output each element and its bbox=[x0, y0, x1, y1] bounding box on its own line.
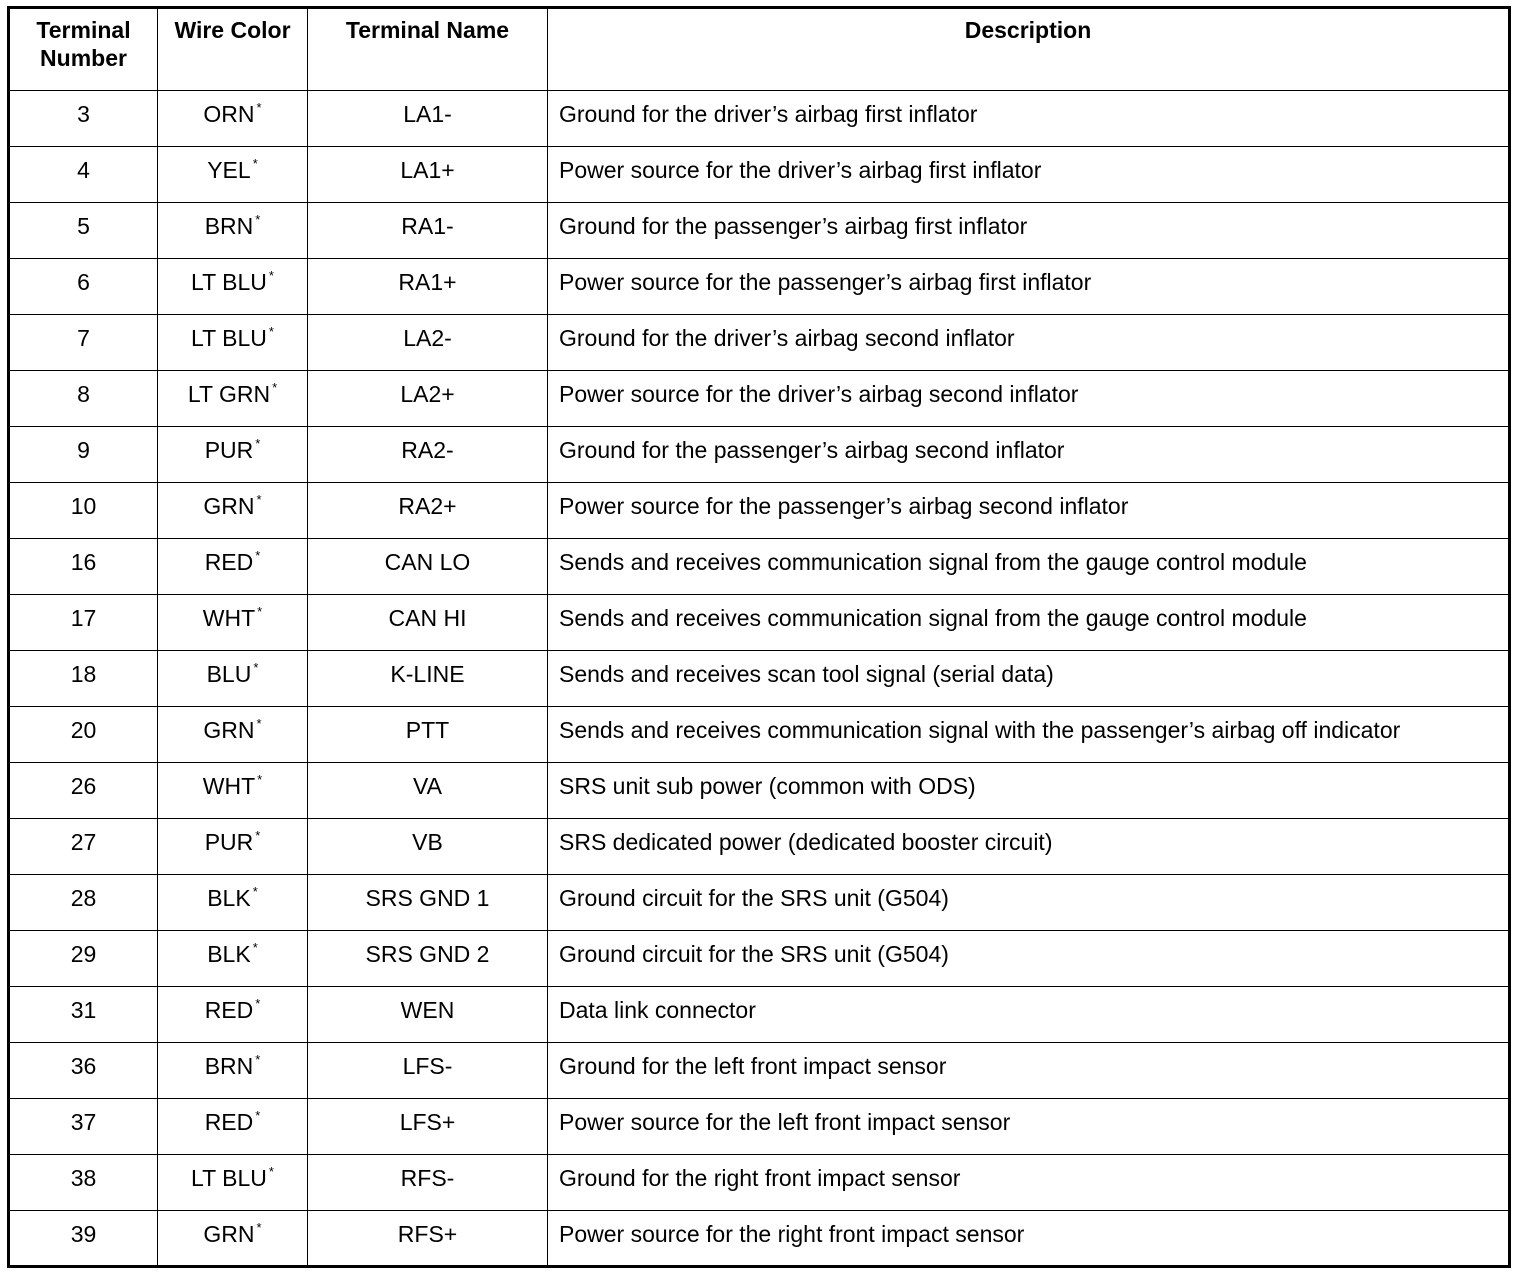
terminal-number-cell: 38 bbox=[9, 1155, 158, 1211]
wire-color-cell bbox=[158, 539, 308, 595]
wire-color-value: BLK bbox=[207, 941, 251, 967]
table-body bbox=[9, 91, 1510, 1267]
description-cell: Ground circuit for the SRS unit (G504) bbox=[548, 875, 1510, 931]
footnote-marker: * bbox=[256, 492, 262, 507]
table-row bbox=[9, 651, 1510, 707]
footnote-marker: * bbox=[252, 884, 258, 899]
description-cell: Power source for the driver’s airbag second inflator bbox=[548, 371, 1510, 427]
wire-color-cell bbox=[158, 371, 308, 427]
description-cell: Ground circuit for the SRS unit (G504) bbox=[548, 931, 1510, 987]
wire-color-value: ORN bbox=[203, 101, 255, 127]
terminal-name-cell: RA1+ bbox=[308, 259, 548, 315]
terminal-name-cell: K-LINE bbox=[308, 651, 548, 707]
terminal-name-cell: SRS GND 1 bbox=[308, 875, 548, 931]
wire-color-value: BLK bbox=[207, 885, 251, 911]
description-cell: Ground for the left front impact sensor bbox=[548, 1043, 1510, 1099]
description-cell: Ground for the driver’s airbag second inflator bbox=[548, 315, 1510, 371]
table-row bbox=[9, 707, 1510, 763]
wire-color-value: WHT bbox=[202, 773, 256, 799]
footnote-marker: * bbox=[256, 716, 262, 731]
footnote-marker: * bbox=[255, 828, 261, 843]
table-row bbox=[9, 315, 1510, 371]
wire-color-cell bbox=[158, 91, 308, 147]
terminal-name-cell: RA2- bbox=[308, 427, 548, 483]
table-row bbox=[9, 539, 1510, 595]
terminal-name-cell: WEN bbox=[308, 987, 548, 1043]
table-header bbox=[9, 8, 1510, 91]
terminal-number-cell: 3 bbox=[9, 91, 158, 147]
description-cell: Ground for the driver’s airbag first inflator bbox=[548, 91, 1510, 147]
wire-color-value: PUR bbox=[204, 829, 254, 855]
terminal-name-cell: RA1- bbox=[308, 203, 548, 259]
terminal-name-cell: CAN LO bbox=[308, 539, 548, 595]
footnote-marker: * bbox=[252, 156, 258, 171]
wire-color-value: RED bbox=[204, 549, 254, 575]
wire-color-cell bbox=[158, 595, 308, 651]
footnote-marker: * bbox=[253, 660, 259, 675]
terminal-number-cell: 29 bbox=[9, 931, 158, 987]
table-row bbox=[9, 259, 1510, 315]
footnote-marker: * bbox=[257, 772, 263, 787]
description-cell: Power source for the driver’s airbag first inflator bbox=[548, 147, 1510, 203]
terminal-number-cell: 31 bbox=[9, 987, 158, 1043]
wire-color-value: YEL bbox=[207, 157, 251, 183]
terminal-name-cell: VA bbox=[308, 763, 548, 819]
wire-color-cell bbox=[158, 1043, 308, 1099]
terminal-number-cell: 36 bbox=[9, 1043, 158, 1099]
footnote-marker: * bbox=[255, 1108, 261, 1123]
table-row bbox=[9, 931, 1510, 987]
footnote-marker: * bbox=[272, 380, 278, 395]
description-cell: Sends and receives scan tool signal (serial data) bbox=[548, 651, 1510, 707]
wire-color-value: WHT bbox=[202, 605, 256, 631]
footnote-marker: * bbox=[255, 212, 261, 227]
footnote-marker: * bbox=[255, 548, 261, 563]
wire-color-value: GRN bbox=[203, 1221, 255, 1247]
terminal-name-cell: CAN HI bbox=[308, 595, 548, 651]
terminal-name-cell: LA1+ bbox=[308, 147, 548, 203]
terminal-number-cell: 20 bbox=[9, 707, 158, 763]
description-cell: Ground for the passenger’s airbag first inflator bbox=[548, 203, 1510, 259]
table-row bbox=[9, 595, 1510, 651]
table-row bbox=[9, 763, 1510, 819]
terminal-number-cell: 10 bbox=[9, 483, 158, 539]
description-cell: SRS dedicated power (dedicated booster circuit) bbox=[548, 819, 1510, 875]
terminal-number-cell: 16 bbox=[9, 539, 158, 595]
wire-color-cell bbox=[158, 259, 308, 315]
wire-color-cell bbox=[158, 987, 308, 1043]
header-terminal-number bbox=[9, 8, 158, 91]
wire-color-cell bbox=[158, 1155, 308, 1211]
header-terminal-number-line1: Terminal bbox=[36, 17, 131, 43]
table-row bbox=[9, 1155, 1510, 1211]
wire-color-cell bbox=[158, 203, 308, 259]
table-row bbox=[9, 1099, 1510, 1155]
wire-color-value: LT BLU bbox=[191, 325, 267, 351]
terminal-name-cell: RFS+ bbox=[308, 1211, 548, 1267]
table-row bbox=[9, 987, 1510, 1043]
table-row bbox=[9, 147, 1510, 203]
footnote-marker: * bbox=[255, 1052, 261, 1067]
wire-color-cell bbox=[158, 763, 308, 819]
table-row bbox=[9, 819, 1510, 875]
footnote-marker: * bbox=[256, 100, 262, 115]
header-wire-color: Wire Color bbox=[158, 8, 308, 91]
description-cell: Ground for the passenger’s airbag second inflator bbox=[548, 427, 1510, 483]
terminal-number-cell: 27 bbox=[9, 819, 158, 875]
wire-color-value: LT GRN bbox=[187, 381, 271, 407]
table-row bbox=[9, 1043, 1510, 1099]
table-row bbox=[9, 203, 1510, 259]
wire-color-cell bbox=[158, 651, 308, 707]
wire-color-value: LT BLU bbox=[191, 1165, 267, 1191]
header-row bbox=[9, 8, 1510, 91]
description-cell: Ground for the right front impact sensor bbox=[548, 1155, 1510, 1211]
terminal-name-cell: SRS GND 2 bbox=[308, 931, 548, 987]
table-row bbox=[9, 1211, 1510, 1267]
footnote-marker: * bbox=[268, 268, 274, 283]
description-cell: Power source for the passenger’s airbag first inflator bbox=[548, 259, 1510, 315]
footnote-marker: * bbox=[252, 940, 258, 955]
description-cell: Sends and receives communication signal from the gauge control module bbox=[548, 595, 1510, 651]
wire-color-value: GRN bbox=[203, 493, 255, 519]
terminal-number-cell: 5 bbox=[9, 203, 158, 259]
wire-color-value: BRN bbox=[204, 213, 254, 239]
wire-color-value: BLU bbox=[206, 661, 252, 687]
terminal-name-cell: PTT bbox=[308, 707, 548, 763]
header-terminal-number-line2: Number bbox=[40, 45, 127, 71]
table-row bbox=[9, 91, 1510, 147]
description-cell: Power source for the left front impact sensor bbox=[548, 1099, 1510, 1155]
terminal-number-cell: 4 bbox=[9, 147, 158, 203]
description-cell: Power source for the passenger’s airbag second inflator bbox=[548, 483, 1510, 539]
terminal-name-cell: RFS- bbox=[308, 1155, 548, 1211]
terminal-number-cell: 28 bbox=[9, 875, 158, 931]
table-row bbox=[9, 483, 1510, 539]
wire-color-cell bbox=[158, 427, 308, 483]
terminal-name-cell: LFS+ bbox=[308, 1099, 548, 1155]
description-cell: Data link connector bbox=[548, 987, 1510, 1043]
terminal-name-cell: LFS- bbox=[308, 1043, 548, 1099]
terminal-number-cell: 7 bbox=[9, 315, 158, 371]
description-cell: Power source for the right front impact sensor bbox=[548, 1211, 1510, 1267]
wire-color-cell bbox=[158, 147, 308, 203]
wire-color-value: GRN bbox=[203, 717, 255, 743]
table-row bbox=[9, 371, 1510, 427]
terminal-number-cell: 39 bbox=[9, 1211, 158, 1267]
wire-color-value: PUR bbox=[204, 437, 254, 463]
terminal-number-cell: 9 bbox=[9, 427, 158, 483]
terminal-name-cell: LA2+ bbox=[308, 371, 548, 427]
terminal-table bbox=[7, 6, 1511, 1268]
description-cell: Sends and receives communication signal from the gauge control module bbox=[548, 539, 1510, 595]
description-cell: SRS unit sub power (common with ODS) bbox=[548, 763, 1510, 819]
wire-color-cell bbox=[158, 707, 308, 763]
terminal-number-cell: 17 bbox=[9, 595, 158, 651]
terminal-number-cell: 37 bbox=[9, 1099, 158, 1155]
footnote-marker: * bbox=[255, 996, 261, 1011]
footnote-marker: * bbox=[257, 604, 263, 619]
wire-color-cell bbox=[158, 1211, 308, 1267]
wire-color-cell bbox=[158, 315, 308, 371]
terminal-number-cell: 26 bbox=[9, 763, 158, 819]
terminal-number-cell: 18 bbox=[9, 651, 158, 707]
wire-color-value: RED bbox=[204, 1109, 254, 1135]
header-description: Description bbox=[548, 8, 1510, 91]
header-terminal-name: Terminal Name bbox=[308, 8, 548, 91]
footnote-marker: * bbox=[255, 436, 261, 451]
footnote-marker: * bbox=[256, 1220, 262, 1235]
wire-color-value: BRN bbox=[204, 1053, 254, 1079]
terminal-number-cell: 6 bbox=[9, 259, 158, 315]
wire-color-cell bbox=[158, 931, 308, 987]
wire-color-cell bbox=[158, 819, 308, 875]
description-cell: Sends and receives communication signal with the passenger’s airbag off indicator bbox=[548, 707, 1510, 763]
footnote-marker: * bbox=[268, 324, 274, 339]
wire-color-value: RED bbox=[204, 997, 254, 1023]
terminal-name-cell: RA2+ bbox=[308, 483, 548, 539]
terminal-name-cell: LA2- bbox=[308, 315, 548, 371]
wire-color-cell bbox=[158, 875, 308, 931]
table-row bbox=[9, 875, 1510, 931]
terminal-number-cell: 8 bbox=[9, 371, 158, 427]
wire-color-value: LT BLU bbox=[191, 269, 267, 295]
terminal-name-cell: VB bbox=[308, 819, 548, 875]
wire-color-cell bbox=[158, 483, 308, 539]
terminal-name-cell: LA1- bbox=[308, 91, 548, 147]
footnote-marker: * bbox=[268, 1164, 274, 1179]
table-row bbox=[9, 427, 1510, 483]
wire-color-cell bbox=[158, 1099, 308, 1155]
